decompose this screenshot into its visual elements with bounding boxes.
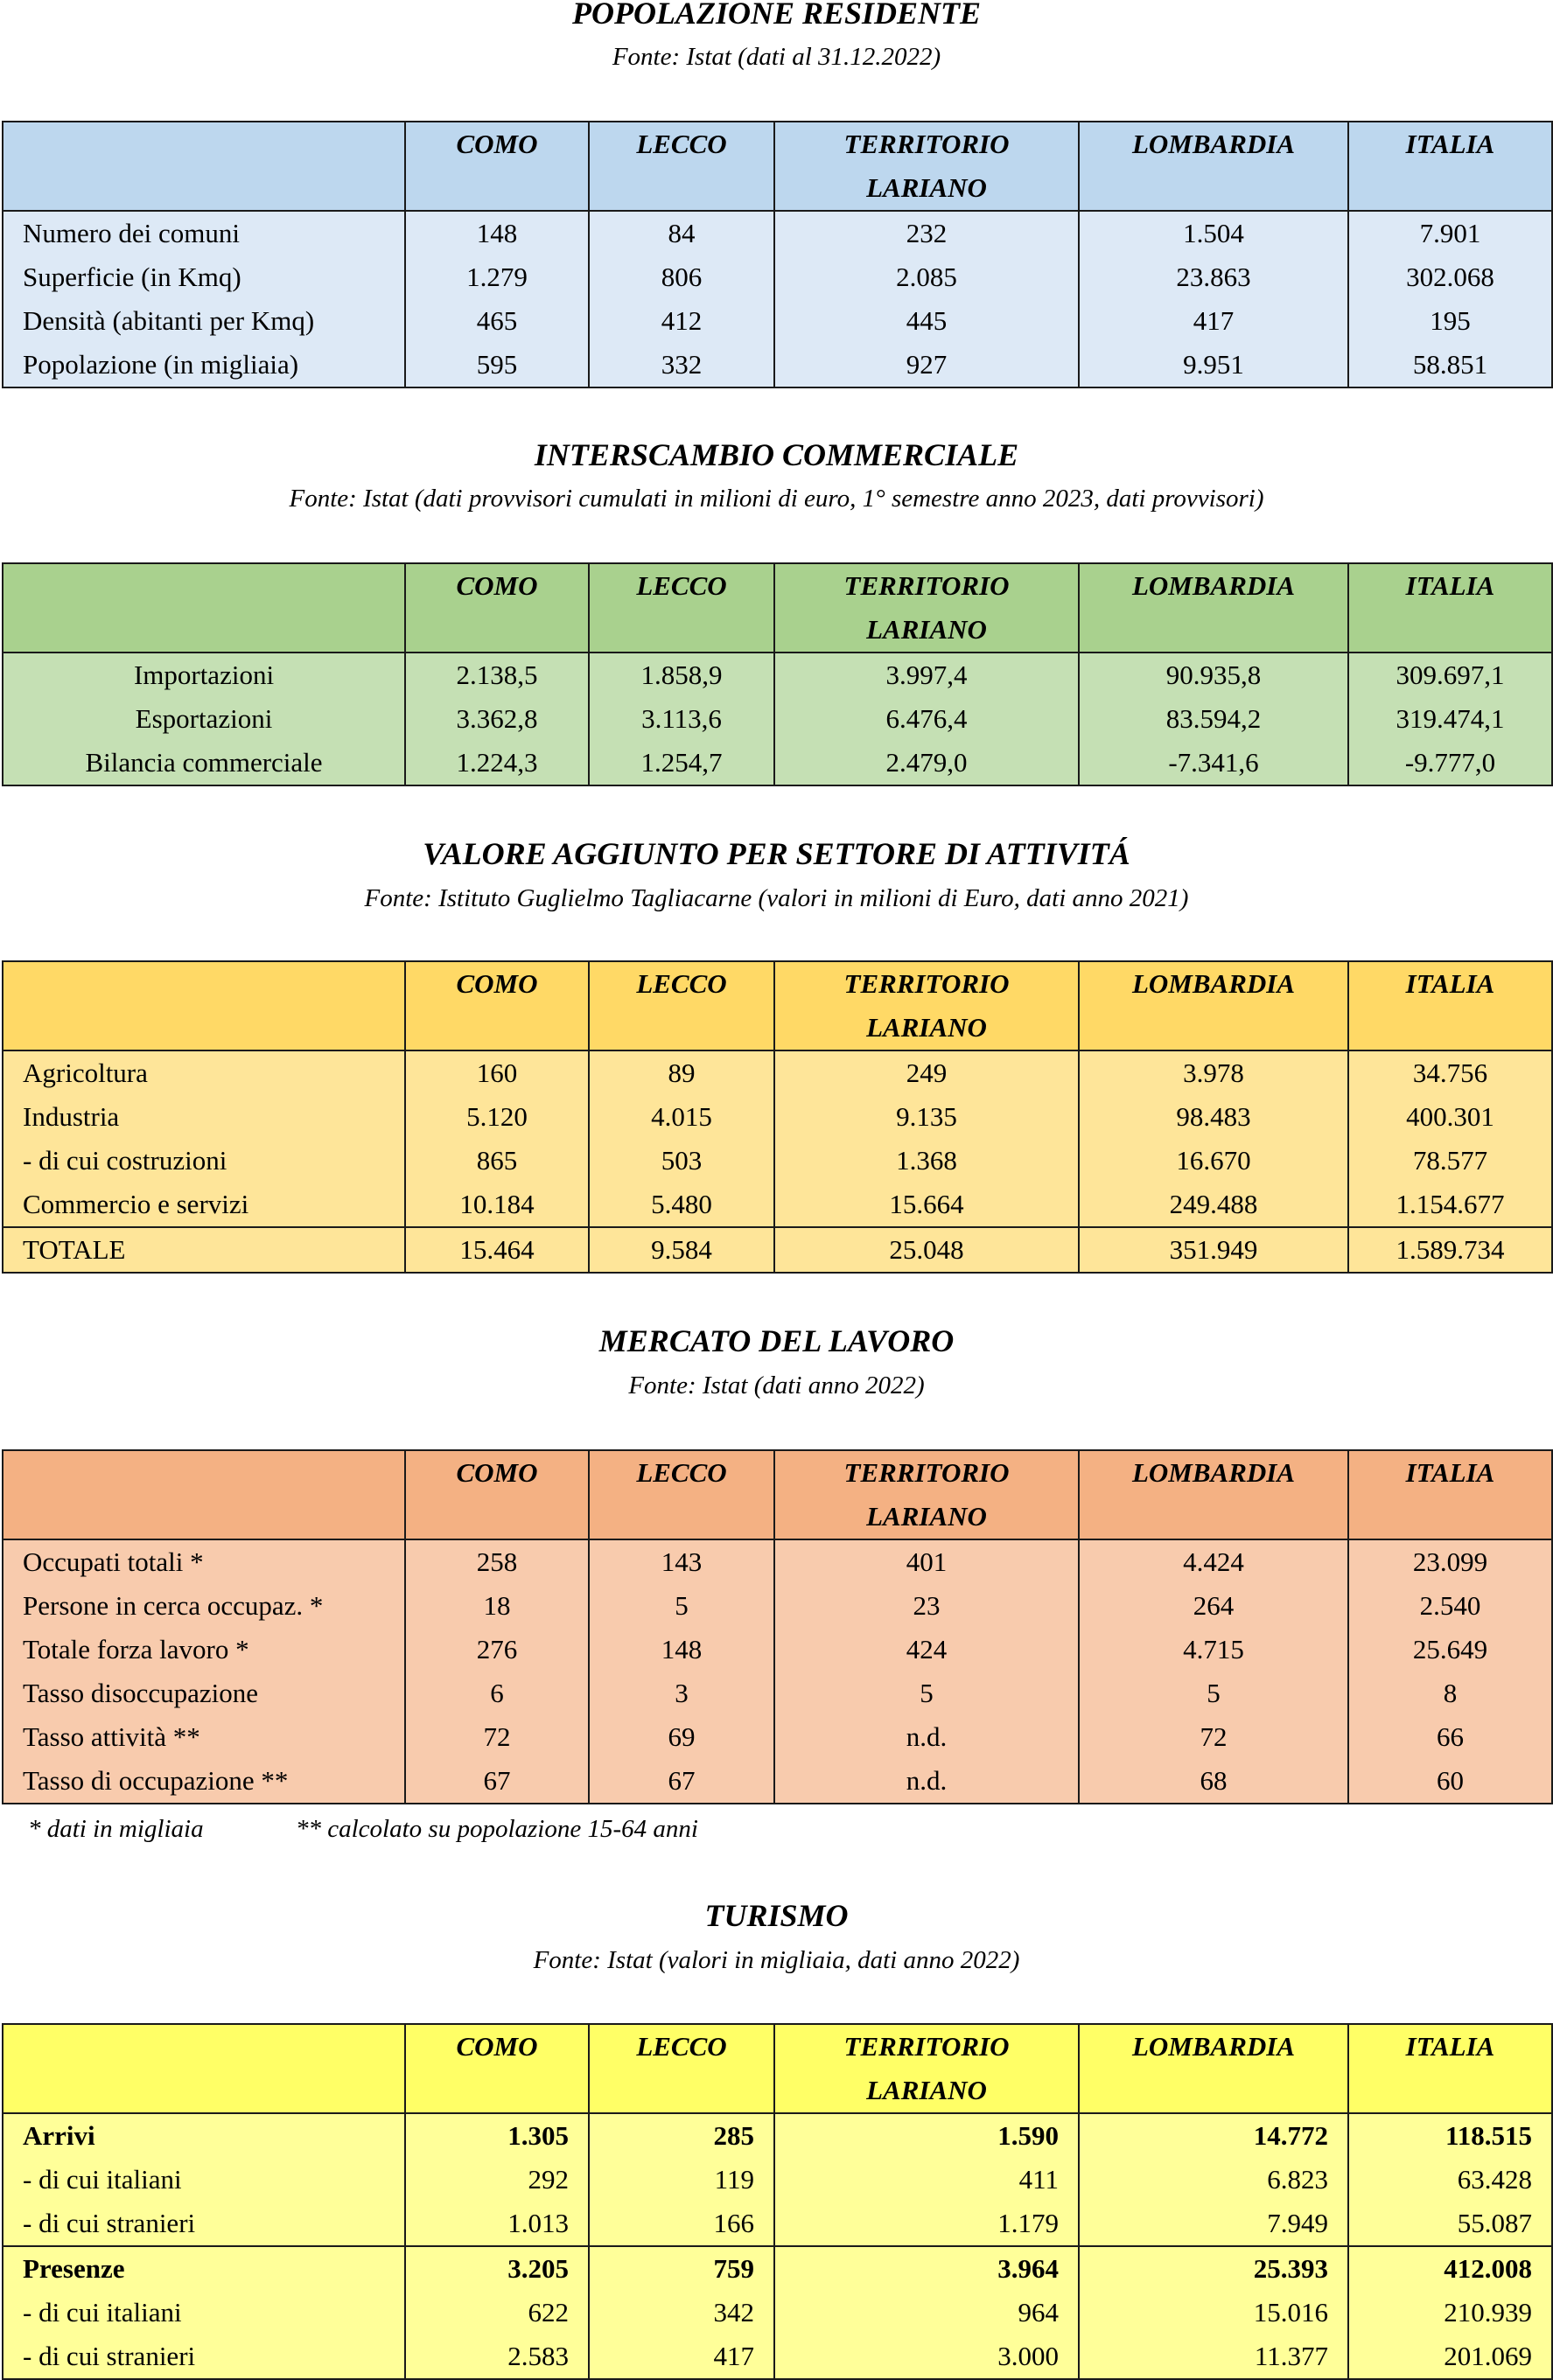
- cell-value: 67: [405, 1759, 589, 1804]
- column-header: LECCO: [589, 961, 774, 1050]
- table-row: [3, 1050, 1552, 1095]
- cell-value: 67: [589, 1759, 774, 1804]
- lavoro-table: [2, 1449, 1553, 1804]
- cell-value: 148: [589, 1628, 774, 1672]
- cell-value: 759: [589, 2246, 774, 2291]
- cell-value: 3.205: [405, 2246, 589, 2291]
- cell-value: n.d.: [774, 1759, 1079, 1804]
- row-label: Totale forza lavoro *: [3, 1628, 405, 1672]
- cell-value: 160: [405, 1050, 589, 1095]
- cell-value: 276: [405, 1628, 589, 1672]
- cell-value: 285: [589, 2113, 774, 2158]
- row-label: Persone in cerca occupaz. *: [3, 1584, 405, 1628]
- row-label: Tasso disoccupazione: [3, 1672, 405, 1715]
- cell-value: 9.584: [589, 1227, 774, 1273]
- table-row: [3, 2158, 1552, 2202]
- cell-value: 400.301: [1348, 1095, 1552, 1139]
- row-label: - di cui costruzioni: [3, 1139, 405, 1183]
- header-empty-cell: [3, 961, 405, 1050]
- table-row: [3, 2113, 1552, 2158]
- cell-value: 78.577: [1348, 1139, 1552, 1183]
- row-label: Popolazione (in migliaia): [3, 343, 405, 387]
- cell-value: 865: [405, 1139, 589, 1183]
- cell-value: 60: [1348, 1759, 1552, 1804]
- popolazione-title: POPOLAZIONE RESIDENTE: [571, 0, 982, 31]
- table-row: [3, 343, 1552, 387]
- cell-value: 3: [589, 1672, 774, 1715]
- cell-value: 401: [774, 1539, 1079, 1584]
- header-row: [3, 122, 1552, 211]
- column-header: COMO: [405, 122, 589, 211]
- cell-value: 68: [1079, 1759, 1348, 1804]
- cell-value: 1.305: [405, 2113, 589, 2158]
- cell-value: 15.664: [774, 1183, 1079, 1227]
- column-header: COMO: [405, 961, 589, 1050]
- header-row: [3, 961, 1552, 1050]
- cell-value: 1.590: [774, 2113, 1079, 2158]
- column-header: LOMBARDIA: [1079, 2024, 1348, 2113]
- interscambio-title: INTERSCAMBIO COMMERCIALE: [534, 437, 1019, 472]
- cell-value: 15.016: [1079, 2291, 1348, 2335]
- valore-title: VALORE AGGIUNTO PER SETTORE DI ATTIVITÁ: [423, 836, 1130, 871]
- row-label: Commercio e servizi: [3, 1183, 405, 1227]
- column-header: LECCO: [589, 122, 774, 211]
- column-header: LECCO: [589, 563, 774, 653]
- cell-value: 2.085: [774, 255, 1079, 299]
- row-label: Numero dei comuni: [3, 211, 405, 255]
- cell-value: 6.823: [1079, 2158, 1348, 2202]
- cell-value: 89: [589, 1050, 774, 1095]
- cell-value: 3.362,8: [405, 697, 589, 741]
- header-row: [3, 1450, 1552, 1539]
- column-header: LECCO: [589, 2024, 774, 2113]
- cell-value: 4.015: [589, 1095, 774, 1139]
- header-row: [3, 563, 1552, 653]
- column-header: ITALIA: [1348, 122, 1552, 211]
- column-header: LOMBARDIA: [1079, 1450, 1348, 1539]
- cell-value: 166: [589, 2202, 774, 2246]
- row-label: Industria: [3, 1095, 405, 1139]
- column-header: COMO: [405, 2024, 589, 2113]
- cell-value: 72: [405, 1715, 589, 1759]
- cell-value: 309.697,1: [1348, 653, 1552, 697]
- table-row: [3, 1715, 1552, 1759]
- table-row: [3, 2291, 1552, 2335]
- cell-value: 98.483: [1079, 1095, 1348, 1139]
- cell-value: 1.368: [774, 1139, 1079, 1183]
- cell-value: 232: [774, 211, 1079, 255]
- row-label: Agricoltura: [3, 1050, 405, 1095]
- header-empty-cell: [3, 122, 405, 211]
- cell-value: 411: [774, 2158, 1079, 2202]
- column-header: COMO: [405, 563, 589, 653]
- cell-value: 25.048: [774, 1227, 1079, 1273]
- cell-value: 2.540: [1348, 1584, 1552, 1628]
- cell-value: 119: [589, 2158, 774, 2202]
- cell-value: 264: [1079, 1584, 1348, 1628]
- cell-value: 332: [589, 343, 774, 387]
- row-label: Bilancia commerciale: [3, 741, 405, 785]
- cell-value: 302.068: [1348, 255, 1552, 299]
- table-row: [3, 1227, 1552, 1273]
- cell-value: 412.008: [1348, 2246, 1552, 2291]
- column-header: TERRITORIO LARIANO: [774, 122, 1079, 211]
- column-header: ITALIA: [1348, 1450, 1552, 1539]
- cell-value: 622: [405, 2291, 589, 2335]
- cell-value: -9.777,0: [1348, 741, 1552, 785]
- cell-value: 1.254,7: [589, 741, 774, 785]
- cell-value: 3.000: [774, 2335, 1079, 2379]
- cell-value: 249.488: [1079, 1183, 1348, 1227]
- header-empty-cell: [3, 563, 405, 653]
- table-row: [3, 1584, 1552, 1628]
- cell-value: 1.858,9: [589, 653, 774, 697]
- cell-value: 9.951: [1079, 343, 1348, 387]
- cell-value: 351.949: [1079, 1227, 1348, 1273]
- table-row: [3, 1759, 1552, 1804]
- table-row: [3, 1095, 1552, 1139]
- column-header: ITALIA: [1348, 563, 1552, 653]
- cell-value: 7.949: [1079, 2202, 1348, 2246]
- row-label: Tasso attività **: [3, 1715, 405, 1759]
- column-header: TERRITORIO LARIANO: [774, 961, 1079, 1050]
- cell-value: 18: [405, 1584, 589, 1628]
- row-label: Importazioni: [3, 653, 405, 697]
- cell-value: 2.138,5: [405, 653, 589, 697]
- lavoro-note-2: ** calcolato su popolazione 15-64 anni: [296, 1815, 698, 1843]
- cell-value: 23.099: [1348, 1539, 1552, 1584]
- cell-value: 1.224,3: [405, 741, 589, 785]
- table-row: [3, 211, 1552, 255]
- cell-value: 1.154.677: [1348, 1183, 1552, 1227]
- cell-value: 16.670: [1079, 1139, 1348, 1183]
- table-row: [3, 1628, 1552, 1672]
- cell-value: 10.184: [405, 1183, 589, 1227]
- lavoro-note-1: * dati in migliaia: [28, 1815, 204, 1843]
- column-header: LOMBARDIA: [1079, 122, 1348, 211]
- table-row: [3, 741, 1552, 785]
- cell-value: 6: [405, 1672, 589, 1715]
- cell-value: 25.393: [1079, 2246, 1348, 2291]
- lavoro-source: Fonte: Istat (dati anno 2022): [628, 1371, 925, 1399]
- cell-value: 58.851: [1348, 343, 1552, 387]
- table-row: [3, 697, 1552, 741]
- cell-value: 1.013: [405, 2202, 589, 2246]
- header-row: [3, 2024, 1552, 2113]
- row-label: Occupati totali *: [3, 1539, 405, 1584]
- cell-value: 195: [1348, 299, 1552, 343]
- row-label: - di cui stranieri: [3, 2202, 405, 2246]
- cell-value: 23: [774, 1584, 1079, 1628]
- row-label: - di cui italiani: [3, 2158, 405, 2202]
- column-header: TERRITORIO LARIANO: [774, 2024, 1079, 2113]
- column-header: LECCO: [589, 1450, 774, 1539]
- cell-value: 503: [589, 1139, 774, 1183]
- cell-value: 25.649: [1348, 1628, 1552, 1672]
- header-empty-cell: [3, 1450, 405, 1539]
- cell-value: 69: [589, 1715, 774, 1759]
- cell-value: 595: [405, 343, 589, 387]
- cell-value: 210.939: [1348, 2291, 1552, 2335]
- cell-value: 4.424: [1079, 1539, 1348, 1584]
- table-row: [3, 1539, 1552, 1584]
- cell-value: 8: [1348, 1672, 1552, 1715]
- cell-value: 3.113,6: [589, 697, 774, 741]
- cell-value: 806: [589, 255, 774, 299]
- column-header: COMO: [405, 1450, 589, 1539]
- column-header: LOMBARDIA: [1079, 563, 1348, 653]
- cell-value: 927: [774, 343, 1079, 387]
- row-label: Superficie (in Kmq): [3, 255, 405, 299]
- cell-value: 6.476,4: [774, 697, 1079, 741]
- turismo-table: [2, 2023, 1553, 2380]
- cell-value: 342: [589, 2291, 774, 2335]
- table-row: [3, 299, 1552, 343]
- cell-value: 9.135: [774, 1095, 1079, 1139]
- row-label: - di cui italiani: [3, 2291, 405, 2335]
- cell-value: 424: [774, 1628, 1079, 1672]
- cell-value: 15.464: [405, 1227, 589, 1273]
- table-row: [3, 255, 1552, 299]
- cell-value: 63.428: [1348, 2158, 1552, 2202]
- cell-value: 412: [589, 299, 774, 343]
- cell-value: 4.715: [1079, 1628, 1348, 1672]
- cell-value: 14.772: [1079, 2113, 1348, 2158]
- table-row: [3, 1672, 1552, 1715]
- row-label: Tasso di occupazione **: [3, 1759, 405, 1804]
- cell-value: 72: [1079, 1715, 1348, 1759]
- cell-value: 2.583: [405, 2335, 589, 2379]
- cell-value: 249: [774, 1050, 1079, 1095]
- cell-value: 1.504: [1079, 211, 1348, 255]
- popolazione-table: [2, 121, 1553, 388]
- cell-value: 1.279: [405, 255, 589, 299]
- interscambio-table: [2, 562, 1553, 786]
- lavoro-title: MERCATO DEL LAVORO: [598, 1323, 955, 1358]
- row-label: Esportazioni: [3, 697, 405, 741]
- cell-value: 5.120: [405, 1095, 589, 1139]
- table-row: [3, 2335, 1552, 2379]
- interscambio-source: Fonte: Istat (dati provvisori cumulati in milioni di euro, 1° semestre anno 2023, dati provvisori): [289, 485, 1264, 513]
- cell-value: 66: [1348, 1715, 1552, 1759]
- table-row: [3, 1183, 1552, 1227]
- table-row: [3, 2246, 1552, 2291]
- cell-value: 3.978: [1079, 1050, 1348, 1095]
- column-header: TERRITORIO LARIANO: [774, 563, 1079, 653]
- cell-value: 465: [405, 299, 589, 343]
- cell-value: 118.515: [1348, 2113, 1552, 2158]
- cell-value: 1.179: [774, 2202, 1079, 2246]
- cell-value: 964: [774, 2291, 1079, 2335]
- row-label: Arrivi: [3, 2113, 405, 2158]
- cell-value: 3.997,4: [774, 653, 1079, 697]
- cell-value: 292: [405, 2158, 589, 2202]
- cell-value: 5: [1079, 1672, 1348, 1715]
- cell-value: 90.935,8: [1079, 653, 1348, 697]
- cell-value: 5.480: [589, 1183, 774, 1227]
- table-row: [3, 2202, 1552, 2246]
- cell-value: 5: [589, 1584, 774, 1628]
- column-header: ITALIA: [1348, 2024, 1552, 2113]
- header-empty-cell: [3, 2024, 405, 2113]
- cell-value: -7.341,6: [1079, 741, 1348, 785]
- cell-value: 417: [589, 2335, 774, 2379]
- cell-value: 11.377: [1079, 2335, 1348, 2379]
- cell-value: 2.479,0: [774, 741, 1079, 785]
- cell-value: 34.756: [1348, 1050, 1552, 1095]
- cell-value: 258: [405, 1539, 589, 1584]
- cell-value: 201.069: [1348, 2335, 1552, 2379]
- popolazione-source: Fonte: Istat (dati al 31.12.2022): [612, 43, 941, 71]
- cell-value: 83.594,2: [1079, 697, 1348, 741]
- cell-value: 23.863: [1079, 255, 1348, 299]
- row-label: TOTALE: [3, 1227, 405, 1273]
- cell-value: 319.474,1: [1348, 697, 1552, 741]
- cell-value: 5: [774, 1672, 1079, 1715]
- cell-value: 143: [589, 1539, 774, 1584]
- valore-source: Fonte: Istituto Guglielmo Tagliacarne (valori in milioni di Euro, dati anno 2021): [364, 884, 1189, 912]
- turismo-source: Fonte: Istat (valori in migliaia, dati anno 2022): [533, 1946, 1020, 1974]
- cell-value: 1.589.734: [1348, 1227, 1552, 1273]
- valore-table: [2, 960, 1553, 1274]
- cell-value: 3.964: [774, 2246, 1079, 2291]
- column-header: LOMBARDIA: [1079, 961, 1348, 1050]
- turismo-title: TURISMO: [704, 1898, 849, 1933]
- column-header: ITALIA: [1348, 961, 1552, 1050]
- row-label: Presenze: [3, 2246, 405, 2291]
- table-row: [3, 1139, 1552, 1183]
- row-label: - di cui stranieri: [3, 2335, 405, 2379]
- cell-value: n.d.: [774, 1715, 1079, 1759]
- column-header: TERRITORIO LARIANO: [774, 1450, 1079, 1539]
- cell-value: 55.087: [1348, 2202, 1552, 2246]
- cell-value: 148: [405, 211, 589, 255]
- cell-value: 445: [774, 299, 1079, 343]
- row-label: Densità (abitanti per Kmq): [3, 299, 405, 343]
- cell-value: 7.901: [1348, 211, 1552, 255]
- cell-value: 84: [589, 211, 774, 255]
- cell-value: 417: [1079, 299, 1348, 343]
- table-row: [3, 653, 1552, 697]
